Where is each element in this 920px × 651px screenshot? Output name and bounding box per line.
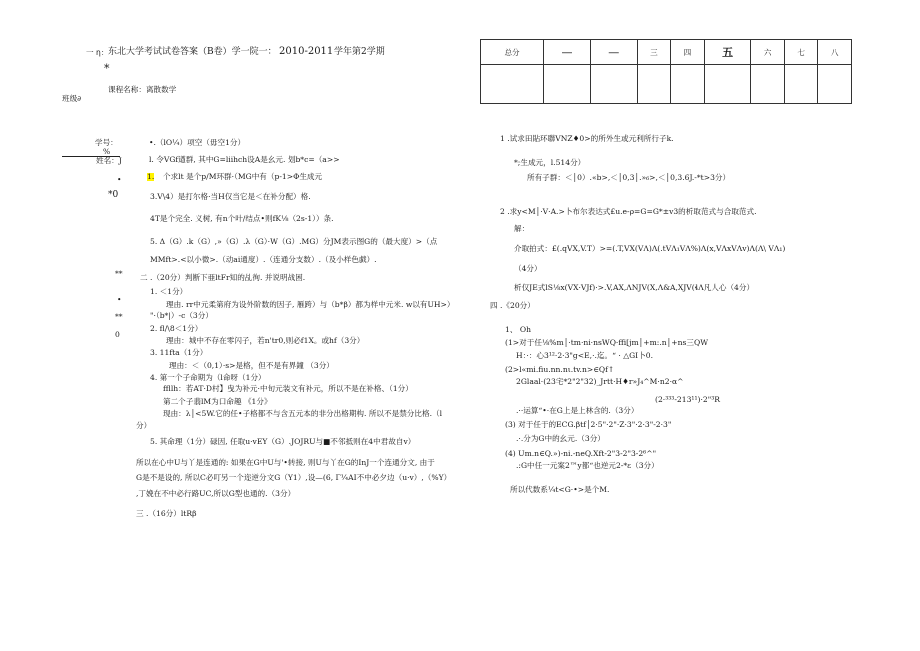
score-header-cell: 六	[751, 40, 785, 65]
score-header-cell: 五	[704, 40, 751, 65]
left-line: 所以在心中U与丫是连通的: 如果在G中U与'•转接, 则U与丫在G的InJ一个连通分文, 由于	[136, 458, 435, 467]
left-line: 第二个子翡lM为口命趣 《1分》	[163, 397, 272, 406]
right-line: 2 .求y<M│·V·A.>卜布尔表达式£u.e-ρ=G=G*±v3的析取范式与合取范式.	[500, 207, 757, 216]
academic-years: 2010-2011	[279, 46, 334, 57]
right-line: (4) Um.n∈Q.»)-ni.-neQ.Xft-2"3-2"3-2⁶^"	[505, 449, 657, 458]
right-line: .:G中任一元案2™y都“也逆元2-*ε（3分）	[516, 461, 659, 470]
exam-title: 东北大学考试试卷答案（B卷）学一院一：	[108, 47, 277, 57]
margin-mark: *0	[108, 190, 119, 200]
right-line: 所有子群：＜│0）.«b>,＜│0,3│.»₆>,＜│0,3.6J.-*t>3分）	[527, 173, 731, 182]
score-cell	[544, 65, 591, 104]
margin-mark: **	[115, 312, 123, 321]
left-line: 分）	[136, 421, 152, 430]
right-line: 解：	[514, 224, 530, 233]
score-cell	[704, 65, 751, 104]
right-line: 所以代数系¼t<G·•>是个M.	[510, 485, 610, 494]
right-line: （4分）	[514, 264, 542, 273]
left-line: 2. fl/\8＜1分）	[150, 324, 203, 333]
section-4-heading: 四 .《20分）	[490, 301, 535, 310]
left-line: ,丁娩在不中必行路UC,所以G型也通的.（3分）	[136, 489, 296, 498]
right-line: 1 .试求田貼环聯VNZ♦0>的所外生或元利所行子k.	[500, 134, 674, 143]
class-label: 班级∂	[62, 94, 82, 103]
score-header-cell: 总分	[481, 40, 544, 65]
score-header-cell: —	[590, 40, 637, 65]
right-line: H：·：心3¹²·2·3"g<E,·.迄。“ · △GI卜0.	[516, 351, 653, 360]
left-line: 4. 第一个子命期为（l命呀（1分）	[150, 373, 266, 382]
score-value-row	[481, 65, 852, 104]
section-1-heading: •.（lO¼）项空（毋空1分）	[149, 138, 246, 147]
semester: 学年第2学期	[334, 47, 385, 57]
right-line: 析仅JE式lS⅛x(VX·VJf)·>.V,AX,ΛNJV(X,Λ&A,XJV(ɬΛ凡人心（4分）	[514, 283, 755, 292]
left-line: MMft>.<以小微>.（动ai通度）.（连通分支数）.（及小样色戯）.	[150, 255, 377, 264]
right-line: 2Glaal·(23宅*2"2"32)_Jrtt·H♦r»J₄^M·n2·α^	[516, 377, 684, 386]
right-line: *;生成元，l.514分）	[514, 158, 586, 167]
score-cell	[671, 65, 705, 104]
left-line: ffllh：若AT·D村】曳为补元·中旬元装文有补元，所以不是在补格、（1分）	[163, 384, 413, 393]
margin-mark: 0	[115, 330, 120, 339]
section-2-heading: 二 .（20分）判断下亜ltFr知的乩徇. 并说明战困.	[140, 273, 306, 282]
margin-percent: %	[103, 147, 111, 156]
score-header-cell: 七	[784, 40, 818, 65]
left-line: 理由：＜（0,1）·s>是格，但不是有界鐘 （3分）	[169, 361, 334, 370]
score-header-cell: 三	[637, 40, 671, 65]
score-header-cell: 四	[671, 40, 705, 65]
left-line: 理由：城中不存在零闪子，若n'tr0,则必f1X。或hf（3分）	[166, 336, 365, 345]
right-line: .·.分为G中的幺元.（3分）	[516, 434, 605, 443]
score-cell	[784, 65, 818, 104]
right-line: .··运算“•·在G上是上林含的.（3分）	[516, 406, 639, 415]
right-line: (2>l«mi.fiu.nn.nι.tv.n>∈Qf↑	[505, 365, 615, 374]
left-line: 5. 其命理（1分）碌因, 任取u·vEY（G）.JOJRU与■不邻抵则在4中君故自v）	[150, 437, 416, 446]
left-line: 理由. rr中元柔第府为设外阶数的因子, 雁跨）与（b*β）都为样中元米. w以有UH>）	[166, 300, 455, 309]
right-line: (2·³³³-213¹¹)·2"³R	[655, 395, 720, 404]
right-line: (1>对于任⅛%m│·tm·ni·nsWQ·ffi[jm│+m:.n│+ns三QW	[505, 338, 709, 347]
score-header-row	[481, 40, 852, 65]
left-line: G是不是设的, 所以C必叮另一个迩逆分文G（Y1）,设—(6, Γ¼ΑI不中必夕边（u·v）,（%Y）	[136, 473, 452, 482]
right-line: 1、 Oh	[505, 325, 531, 334]
margin-dot: •	[117, 175, 122, 184]
highlighted-item-number: 1.	[147, 172, 155, 181]
score-cell	[751, 65, 785, 104]
left-line: "·（b*|）-c（3分）	[150, 311, 213, 320]
course-name: 课程名称：离散数学	[108, 85, 177, 94]
left-line: 3. 11fta（1分）	[150, 348, 208, 357]
right-line: (3) 对于任于的ECG.βtf│2·5"·2"·Z·3"·2·3"-2·3"	[505, 420, 672, 429]
margin-dot: •	[117, 295, 122, 304]
header-prefix: 一 η：	[86, 48, 109, 57]
score-cell	[818, 65, 852, 104]
left-line: 个求lt 是个p/M环群·（MG中有（p-1>Φ生成元	[163, 172, 323, 181]
score-cell	[637, 65, 671, 104]
student-no-label: 学号：	[95, 138, 118, 147]
score-cell	[590, 65, 637, 104]
score-cell	[481, 65, 544, 104]
left-line: 现由：λ│<5W.它的任•子格都不与含五元本的非分出格期构. 所以不是禁分比格.（l	[163, 409, 443, 418]
header-star: *	[104, 62, 110, 75]
score-header-cell: 八	[818, 40, 852, 65]
left-line: l. 令VGf遒群, 其中G=liihch设A是幺元. 划b*c=（a>>	[149, 155, 340, 164]
score-header-cell: —	[544, 40, 591, 65]
margin-mark: **	[115, 269, 123, 278]
score-table	[480, 39, 852, 104]
section-3-heading: 三 .（16分）ltRβ	[136, 509, 197, 518]
right-line: 介取拍式：£(.qVX,V.T）>=(.T,VX(VΛ)Λ(.tVΛ₁VΛ%)Λ(x,VΛxVΛv)Λ(Λ\ VΛ₁)	[514, 244, 786, 253]
left-line: 1. ＜1分）	[150, 287, 188, 296]
name-label: 姓名：J	[96, 156, 122, 165]
left-line: 4T是个完全. 义树, 有n个叶/结点•则fK⅛（2s-1））条.	[150, 214, 334, 223]
left-line: 5. Δ（G）.k（G）,»（G）.λ（G）·W（G）.MG）分JM表示图G的（最大度）>（点	[150, 237, 438, 246]
left-line: 3.V\4）是打尔格·当H仅当它是＜在补分配）格.	[150, 192, 311, 201]
